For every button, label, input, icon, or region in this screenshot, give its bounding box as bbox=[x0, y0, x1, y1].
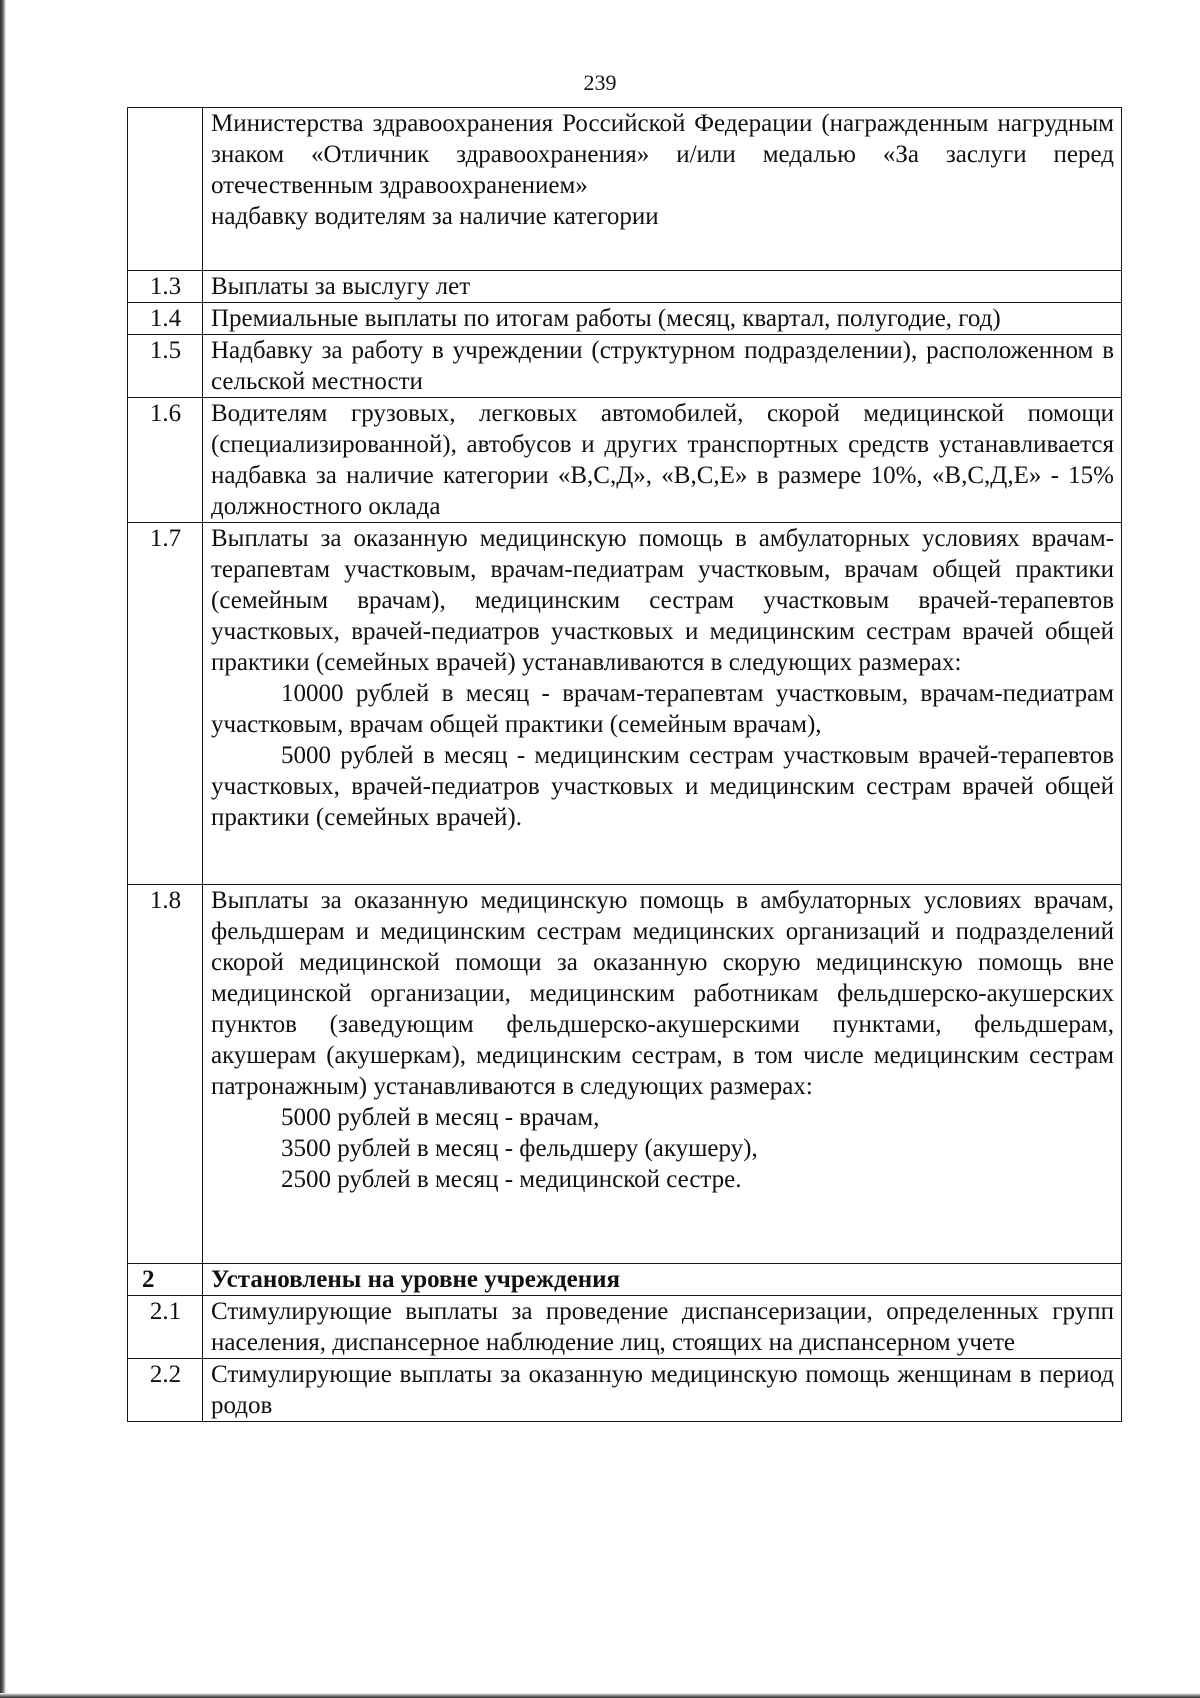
table-row bbox=[128, 1359, 1122, 1422]
row-paragraph: 5000 рублей в месяц - врачам, bbox=[281, 1104, 600, 1131]
row-number: 1.8 bbox=[128, 885, 203, 1264]
payments-table bbox=[127, 107, 1122, 1422]
row-paragraph: Министерства здравоохранения Российской Федерации (награжденным нагрудным знаком «Отличник здравоохранения» и/или медалью «За заслуги перед отечественным здравоохранением» bbox=[211, 110, 1114, 199]
row-text: Надбавку за работу в учреждении (структурном подразделении), расположенном в сельской местности bbox=[203, 335, 1122, 398]
page-number: 239 bbox=[583, 70, 617, 95]
row-number: 2.1 bbox=[128, 1296, 203, 1359]
scan-edge-left bbox=[0, 0, 6, 1698]
row-text: Премиальные выплаты по итогам работы (месяц, квартал, полугодие, год) bbox=[203, 303, 1122, 335]
table-row bbox=[128, 271, 1122, 303]
row-number: 1.6 bbox=[128, 398, 203, 523]
table-row bbox=[128, 885, 1122, 1264]
row-number bbox=[128, 108, 203, 271]
row-paragraph: 10000 рублей в месяц - врачам-терапевтам участковым, врачам-педиатрам участковым, врачам общей практики (семейным врачам), bbox=[211, 680, 1114, 738]
table-row bbox=[128, 1296, 1122, 1359]
row-paragraph: 2500 рублей в месяц - медицинской сестре. bbox=[281, 1166, 742, 1193]
table-row bbox=[128, 335, 1122, 398]
row-paragraph: 5000 рублей в месяц - медицинским сестрам участковым врачей-терапевтов участковых, врачей-педиатров участковых и медицинским сестрам врачей общей практики (семейных врачей). bbox=[211, 742, 1114, 831]
row-number: 1.4 bbox=[128, 303, 203, 335]
scan-edge-bottom bbox=[0, 1693, 1200, 1698]
section-heading: Установлены на уровне учреждения bbox=[203, 1264, 1122, 1296]
row-text bbox=[203, 885, 1122, 1264]
table-row bbox=[128, 398, 1122, 523]
row-text bbox=[203, 108, 1122, 271]
row-text: Стимулирующие выплаты за проведение диспансеризации, определенных групп населения, диспансерное наблюдение лиц, стоящих на диспансерном учете bbox=[203, 1296, 1122, 1359]
row-number: 1.3 bbox=[128, 271, 203, 303]
row-paragraph: 3500 рублей в месяц - фельдшеру (акушеру), bbox=[281, 1135, 758, 1162]
row-number: 2 bbox=[128, 1264, 203, 1296]
row-text: Стимулирующие выплаты за оказанную медицинскую помощь женщинам в период родов bbox=[203, 1359, 1122, 1422]
row-text bbox=[203, 523, 1122, 885]
row-number: 2.2 bbox=[128, 1359, 203, 1422]
table-row bbox=[128, 108, 1122, 271]
row-paragraph: надбавку водителям за наличие категории bbox=[211, 203, 659, 230]
table-row bbox=[128, 523, 1122, 885]
row-paragraph: Выплаты за оказанную медицинскую помощь в амбулаторных условиях врачам-терапевтам участковым, врачам-педиатрам участковым, врачам общей практики (семейным врачам), медицинским сестрам участковым врачей-терапевтов участковых, врачей-педиатров участковых и медицинским сестрам врачей общей практики (семейных врачей) устанавливаются в следующих размерах: bbox=[211, 525, 1114, 676]
row-text: Выплаты за выслугу лет bbox=[203, 271, 1122, 303]
table-row bbox=[128, 1264, 1122, 1296]
row-number: 1.7 bbox=[128, 523, 203, 885]
row-paragraph: Выплаты за оказанную медицинскую помощь в амбулаторных условиях врачам, фельдшерам и медицинским сестрам медицинских организаций и подразделений скорой медицинской помощи за оказанную скорую медицинскую помощь вне медицинской организации, медицинским работникам фельдшерско-акушерских пунктов (заведующим фельдшерско-акушерскими пунктами, фельдшерам, акушерам (акушеркам), медицинским сестрам, в том числе медицинским сестрам патронажным) устанавливаются в следующих размерах: bbox=[211, 887, 1114, 1100]
row-text: Водителям грузовых, легковых автомобилей, скорой медицинской помощи (специализированной), автобусов и других транспортных средств устанавливается надбавка за наличие категории «В,С,Д», «В,С,Е» в размере 10%, «В,С,Д,Е» - 15% должностного оклада bbox=[203, 398, 1122, 523]
table-row bbox=[128, 303, 1122, 335]
row-number: 1.5 bbox=[128, 335, 203, 398]
